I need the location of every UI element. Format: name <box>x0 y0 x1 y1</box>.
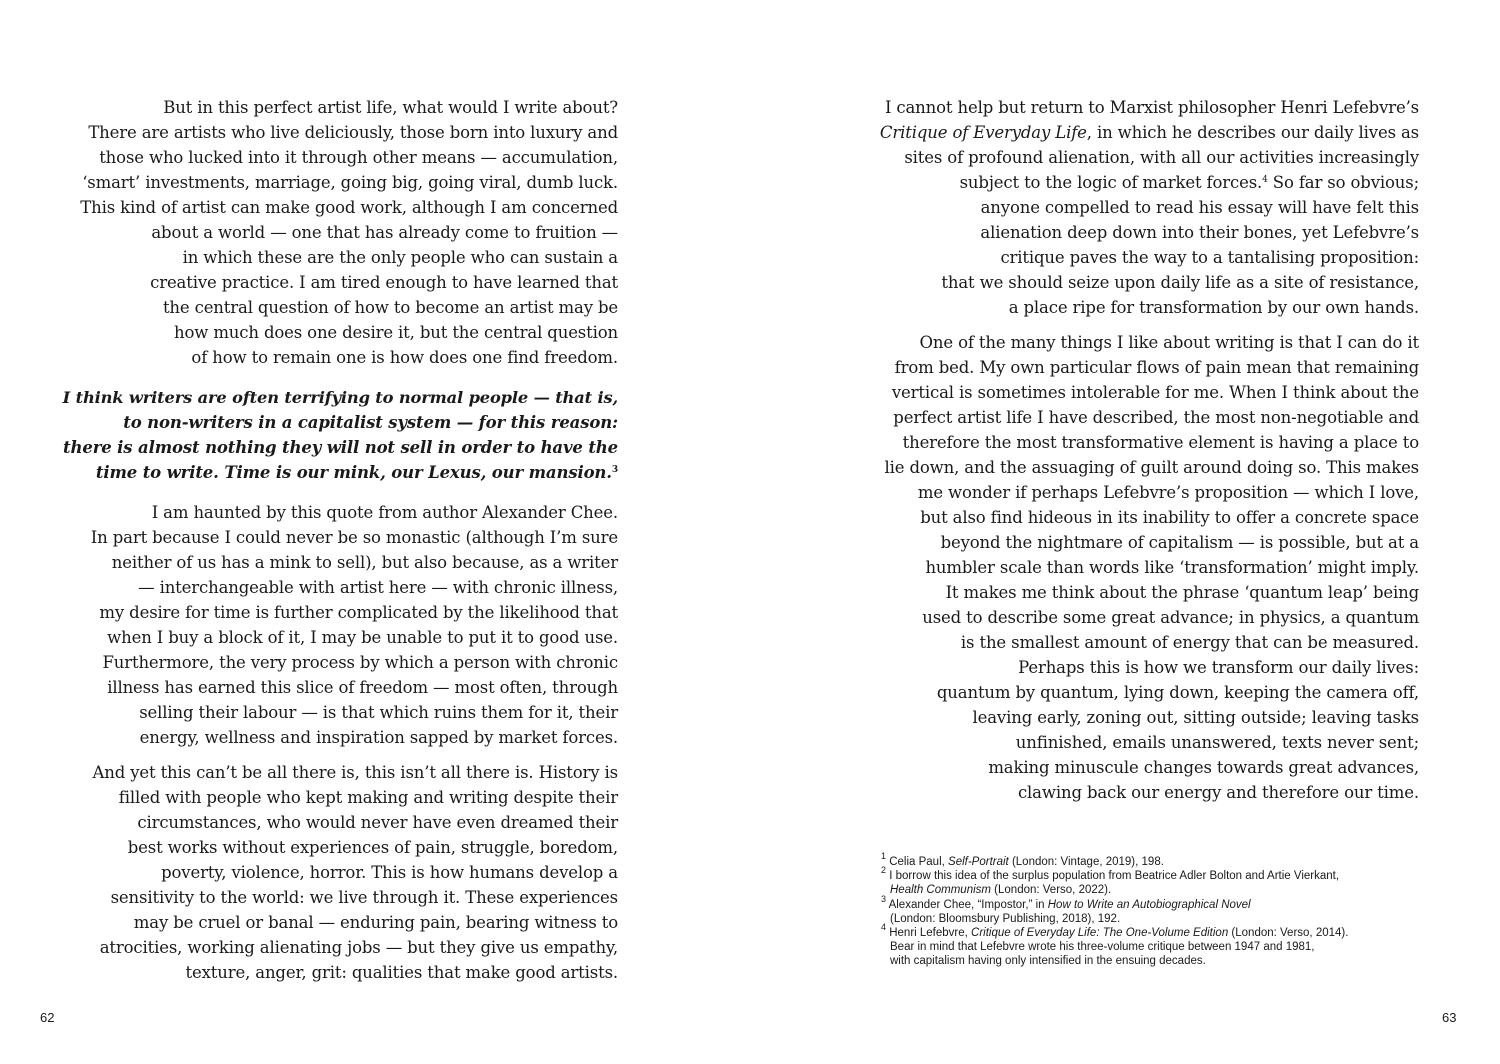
text-line: sensitivity to the world: we live through it. These experiences <box>110 888 618 907</box>
text-line: the central question of how to become an artist may be <box>162 298 618 317</box>
text-line: In part because I could never be so monastic (although I’m sure <box>90 528 618 547</box>
text-line: is the smallest amount of energy that can be measured. <box>960 633 1419 652</box>
pull-quote <box>60 385 618 485</box>
text-line: about a world — one that has already come to fruition — <box>151 223 618 242</box>
text-line: a place ripe for transformation by our own hands. <box>1008 298 1419 317</box>
footnote-title: Critique of Everyday Life: The One-Volume Edition <box>971 927 1229 940</box>
left-page-body <box>60 95 618 985</box>
text-line: from bed. My own particular flows of pain mean that remaining <box>894 358 1419 377</box>
footnote-text: Alexander Chee, “Impostor,” in <box>888 898 1048 911</box>
text-line: when I buy a block of it, I may be unable to put it to good use. <box>107 628 618 647</box>
page-number-right: 63 <box>1442 1010 1457 1025</box>
text-line: circumstances, who would never have even dreamed their <box>137 813 618 832</box>
text-line: making minuscule changes towards great advances, <box>988 758 1419 777</box>
text-line: Furthermore, the very process by which a person with chronic <box>102 653 618 672</box>
text-line: that we should seize upon daily life as a site of resistance, <box>941 273 1419 292</box>
footnote-number: 4 <box>881 922 887 933</box>
footnote-number: 1 <box>881 851 887 861</box>
page-number-left: 62 <box>40 1010 55 1025</box>
text-line: alienation deep down into their bones, yet Lefebvre’s <box>980 223 1419 242</box>
footnote-4-cont: Bear in mind that Lefebvre wrote his three-volume critique between 1947 and 1981, <box>890 941 1315 954</box>
footnote-3 <box>881 893 1441 912</box>
text-line: lie down, and the assuaging of guilt around doing so. This makes <box>884 458 1419 477</box>
quote-line: I think writers are often terrifying to normal people — that is, <box>62 388 618 407</box>
text-line: me wonder if perhaps Lefebvre’s proposition — which I love, <box>917 483 1419 502</box>
right-paragraph-1 <box>860 95 1419 320</box>
text-line: creative practice. I am tired enough to have learned that <box>150 273 618 292</box>
text-line: quantum by quantum, lying down, keeping the camera off, <box>936 683 1419 702</box>
footnote-title: Self-Portrait <box>948 856 1009 868</box>
text-line: — interchangeable with artist here — with chronic illness, <box>138 578 618 597</box>
text-line: I cannot help but return to Marxist philosopher Henri Lefebvre’s <box>884 98 1419 117</box>
text-line: of how to remain one is how does one find freedom. <box>191 348 618 367</box>
quote-line-text: time to write. Time is our mink, our Lexus, our mansion. <box>95 463 612 482</box>
text-line: critique paves the way to a tantalising proposition: <box>1000 248 1419 267</box>
text-line: unfinished, emails unanswered, texts never sent; <box>1015 733 1419 752</box>
book-title: Critique of Everyday Life <box>879 123 1087 142</box>
text-line: in which these are the only people who can sustain a <box>182 248 618 267</box>
text-line: poverty, violence, horror. This is how humans develop a <box>161 863 618 882</box>
right-page-body <box>860 95 1419 805</box>
footnote-2 <box>881 865 1441 883</box>
text-line <box>860 120 1419 145</box>
text-line: illness has earned this slice of freedom — most often, through <box>107 678 618 697</box>
text-line: sites of profound alienation, with all our activities increasingly <box>904 148 1419 167</box>
text-line: And yet this can’t be all there is, this isn’t all there is. History is <box>92 763 618 782</box>
text-line: leaving early, zoning out, sitting outside; leaving tasks <box>972 708 1419 727</box>
text-line: filled with people who kept making and writing despite their <box>118 788 618 807</box>
footnote-number: 3 <box>881 893 887 904</box>
quote-line: to non-writers in a capitalist system — for this reason: <box>123 413 618 432</box>
text-line: those who lucked into it through other means — accumulation, <box>99 148 618 167</box>
left-paragraph-3 <box>60 760 618 985</box>
text-line: therefore the most transformative element is having a place to <box>902 433 1419 452</box>
footnotes <box>881 851 1441 969</box>
text-fragment: , in which he describes our daily lives as <box>1086 123 1419 142</box>
footnote-number: 2 <box>881 865 887 876</box>
text-line: neither of us has a mink to sell), but also because, as a writer <box>111 553 618 572</box>
footnote-title: Health Communism <box>890 884 991 897</box>
text-line: Perhaps this is how we transform our daily lives: <box>1018 658 1419 677</box>
text-line: may be cruel or banal — enduring pain, bearing witness to <box>133 913 618 932</box>
footnote-text: (London: Verso, 2014). <box>1228 927 1349 940</box>
quote-line <box>60 460 618 485</box>
footnote-4 <box>881 922 1441 940</box>
text-line: vertical is sometimes intolerable for me. When I think about the <box>891 383 1419 402</box>
text-line: I am haunted by this quote from author Alexander Chee. <box>151 503 618 522</box>
text-line: This kind of artist can make good work, although I am concerned <box>80 198 618 217</box>
text-line: used to describe some great advance; in physics, a quantum <box>922 608 1419 627</box>
footnote-1 <box>881 851 1441 869</box>
footnote-text: (London: Vintage, 2019), 198. <box>1008 856 1164 868</box>
footnote-4-cont: with capitalism having only intensified in the ensuing decades. <box>890 955 1206 968</box>
text-line: perfect artist life I have described, the most non-negotiable and <box>893 408 1419 427</box>
left-paragraph-2 <box>60 500 618 750</box>
text-line: my desire for time is further complicated by the likelihood that <box>99 603 618 622</box>
text-line: humbler scale than words like ‘transformation’ might imply. <box>925 558 1419 577</box>
text-fragment: subject to the logic of market forces. <box>959 173 1263 192</box>
footnote-text: I borrow this idea of the surplus population from Beatrice Adler Bolton and Artie Vierkant, <box>889 870 1340 883</box>
text-line: but also find hideous in its inability to offer a concrete space <box>920 508 1419 527</box>
text-line: It makes me think about the phrase ‘quantum leap’ being <box>945 583 1419 602</box>
text-line: how much does one desire it, but the central question <box>173 323 618 342</box>
text-line: atrocities, working alienating jobs — but they give us empathy, <box>99 938 618 957</box>
right-paragraph-2 <box>860 330 1419 805</box>
text-line: anyone compelled to read his essay will have felt this <box>980 198 1419 217</box>
text-fragment: So far so obvious; <box>1267 173 1419 192</box>
text-line: clawing back our energy and therefore our time. <box>1017 783 1419 802</box>
quote-line: there is almost nothing they will not sell in order to have the <box>63 438 618 457</box>
text-line: There are artists who live deliciously, those born into luxury and <box>88 123 618 142</box>
footnote-text: (London: Verso, 2022). <box>990 884 1112 897</box>
footnote-title: How to Write an Autobiographical Novel <box>1047 898 1251 911</box>
text-line: But in this perfect artist life, what would I write about? <box>163 98 618 117</box>
text-line: beyond the nightmare of capitalism — is possible, but at a <box>940 533 1419 552</box>
footnote-text: Henri Lefebvre, <box>889 927 972 940</box>
text-line <box>860 170 1419 195</box>
text-line: energy, wellness and inspiration sapped by market forces. <box>139 728 618 747</box>
footnote-2-cont <box>881 883 1441 897</box>
footnote-ref-3[interactable]: 3 <box>611 465 618 475</box>
footnote-3-cont: (London: Bloomsbury Publishing, 2018), 192. <box>890 912 1121 925</box>
text-line: texture, anger, grit: qualities that make good artists. <box>185 963 618 982</box>
text-line: best works without experiences of pain, struggle, boredom, <box>127 838 618 857</box>
footnote-text: Celia Paul, <box>889 856 949 868</box>
footnote-ref-4[interactable]: 4 <box>1262 175 1268 185</box>
text-line: ‘smart’ investments, marriage, going big, going viral, dumb luck. <box>82 173 618 192</box>
text-line: selling their labour — is that which ruins them for it, their <box>139 703 618 722</box>
text-line: One of the many things I like about writing is that I can do it <box>919 333 1419 352</box>
left-paragraph-1 <box>60 95 618 370</box>
